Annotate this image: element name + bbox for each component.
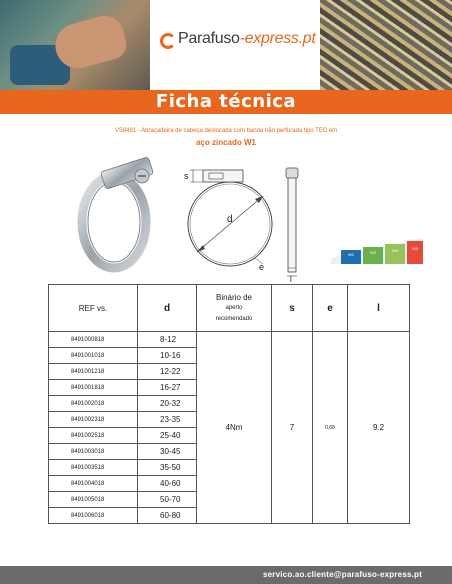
ref-cell: 8491002318 <box>49 412 138 428</box>
product-description: VS8491 - Abraçadeira de cabeça deslocada com banda não perfurada tipo TEC em <box>114 128 338 134</box>
ref-cell: 8491001218 <box>49 364 138 380</box>
label-l: l <box>290 275 292 282</box>
scale-w1-label: W1 <box>348 252 354 257</box>
d-cell: 35-50 <box>138 460 197 476</box>
header-torque-line2: aperto <box>225 304 243 311</box>
product-material: aço zincado W1 <box>195 138 256 147</box>
spec-table <box>48 284 410 524</box>
d-cell: 8-12 <box>138 332 197 348</box>
scale-w5-label: W5 <box>412 246 418 251</box>
ref-cell: 8491000818 <box>49 332 138 348</box>
d-cell: 16-27 <box>138 380 197 396</box>
brand-name-accent: -express.pt <box>239 30 316 47</box>
d-cell: 25-40 <box>138 428 197 444</box>
ref-cell: 8491004018 <box>49 476 138 492</box>
header-ref: REF vs. <box>49 285 138 332</box>
ref-cell: 8491003518 <box>49 460 138 476</box>
label-s: s <box>184 171 189 181</box>
s-cell: 7 <box>272 332 313 524</box>
label-d: d <box>227 214 233 225</box>
d-cell: 23-35 <box>138 412 197 428</box>
header-d: d <box>138 285 197 332</box>
scale-w5-bar <box>407 241 423 264</box>
header-torque-line1: Binário de <box>215 292 253 302</box>
brand-name-main: Parafuso <box>178 30 240 47</box>
e-cell: 0,68 <box>313 332 348 524</box>
d-cell: 10-16 <box>138 348 197 364</box>
hose-clamp-photo <box>72 152 167 276</box>
scale-w2-label: W2 <box>370 250 376 255</box>
header-s: s <box>272 285 313 332</box>
page-title: Ficha técnica <box>0 90 452 114</box>
header-torque-line3: recomendado <box>215 315 253 322</box>
ref-cell: 8491003018 <box>49 444 138 460</box>
d-cell: 30-45 <box>138 444 197 460</box>
label-e: e <box>259 262 265 272</box>
table-header-row <box>49 285 410 332</box>
tools-photo <box>0 0 150 90</box>
ref-cell: 8491006018 <box>49 508 138 524</box>
ref-cell: 8491002518 <box>49 428 138 444</box>
d-cell: 40-60 <box>138 476 197 492</box>
scale-w4-bar <box>385 244 405 264</box>
ref-cell: 8491002018 <box>49 396 138 412</box>
d-cell: 12-22 <box>138 364 197 380</box>
contact-email-link[interactable]: servico.ao.cliente@parafuso-express.pt <box>262 570 422 579</box>
screws-photo <box>320 0 452 90</box>
header-banner <box>0 0 452 90</box>
d-cell: 60-80 <box>138 508 197 524</box>
ref-cell: 8491005018 <box>49 492 138 508</box>
torque-cell: 4Nm <box>197 332 272 524</box>
d-cell: 50-70 <box>138 492 197 508</box>
scale-w4-label: W4 <box>392 248 398 253</box>
footer-bar <box>0 566 452 584</box>
header-e: e <box>313 285 348 332</box>
dimension-diagram <box>175 152 305 282</box>
l-cell: 9.2 <box>348 332 410 524</box>
header-torque <box>197 285 272 332</box>
d-cell: 20-32 <box>138 396 197 412</box>
table-row <box>49 332 410 348</box>
ref-cell: 8491001018 <box>49 348 138 364</box>
brand-name <box>178 30 315 48</box>
header-l: l <box>348 285 410 332</box>
brand-logo[interactable] <box>158 30 315 48</box>
ref-cell: 8491001818 <box>49 380 138 396</box>
corrosion-resistance-scale <box>331 238 423 264</box>
logo-icon <box>158 31 174 47</box>
